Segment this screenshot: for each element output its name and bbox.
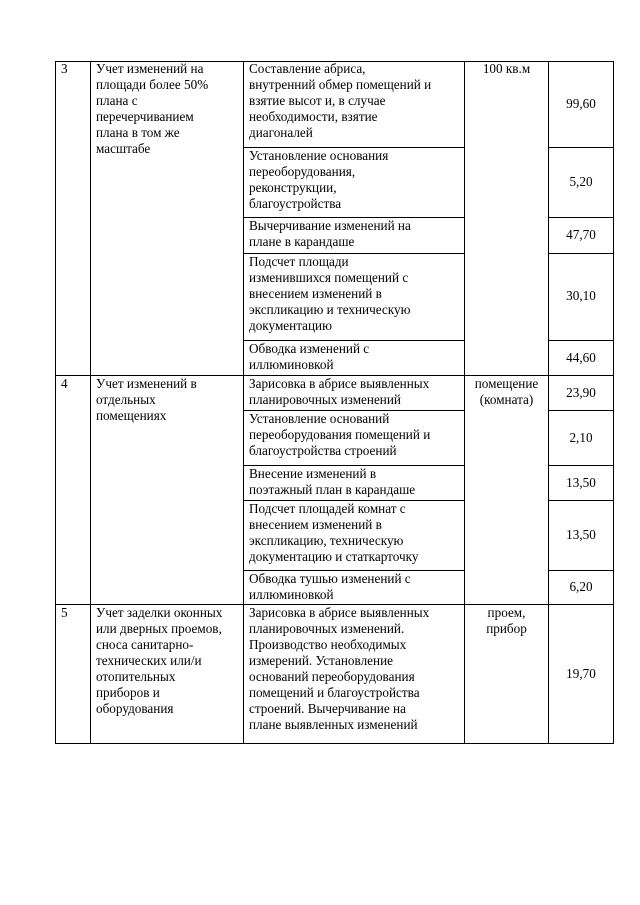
work-name — [96, 605, 222, 717]
work-name — [96, 376, 197, 424]
desc-line: благоустройства строений — [249, 443, 397, 458]
desc-line: переоборудования помещений и — [249, 427, 431, 442]
unit — [465, 605, 548, 637]
norm-value: 13,50 — [566, 527, 596, 542]
desc-line: помещений и благоустройства — [249, 685, 420, 700]
col-divider-name — [243, 61, 244, 744]
norm-value: 30,10 — [566, 288, 596, 303]
operation-desc — [249, 605, 429, 733]
operation-desc — [249, 218, 411, 250]
work-name-line: масштабе — [96, 141, 151, 156]
desc-line: иллюминовкой — [249, 357, 334, 372]
operation-desc — [249, 254, 410, 334]
work-name-line: Учет изменений в — [96, 376, 197, 391]
work-name-line: приборов и — [96, 685, 160, 700]
operation-desc — [249, 571, 411, 603]
desc-line: реконструкции, — [249, 180, 337, 195]
desc-line: строений. Вычерчивание на — [249, 701, 406, 716]
desc-line: экспликацию и техническую — [249, 302, 411, 317]
work-name-line: технических или/и — [96, 653, 202, 668]
work-name — [96, 61, 208, 157]
row-number: 4 — [61, 376, 68, 391]
work-name-line: Учет заделки оконных — [96, 605, 223, 620]
desc-line: диагоналей — [249, 125, 313, 140]
desc-line: внесением изменений в — [249, 517, 382, 532]
unit-line: помещение — [474, 376, 539, 391]
value-divider — [548, 410, 614, 411]
value-divider — [548, 570, 614, 571]
work-name-line: перечерчиванием — [96, 109, 194, 124]
unit-line: проем, — [487, 605, 526, 620]
operation-desc — [249, 501, 418, 565]
work-name-line: помещениях — [96, 408, 167, 423]
operation-desc — [249, 376, 429, 408]
desc-line: необходимости, взятие — [249, 109, 378, 124]
desc-line: документацию и статкарточку — [249, 549, 419, 564]
table-border-right — [613, 61, 614, 744]
norm-value: 23,90 — [566, 385, 596, 400]
table-border-left — [55, 61, 56, 744]
col-divider-unit — [548, 61, 549, 744]
work-name-line: плана в том же — [96, 125, 180, 140]
row-number: 5 — [61, 605, 68, 620]
desc-line: благоустройства — [249, 196, 342, 211]
operation-desc — [249, 411, 430, 459]
col-divider-number — [90, 61, 91, 744]
desc-line: Зарисовка в абрисе выявленных — [249, 605, 430, 620]
desc-line: поэтажный план в карандаше — [249, 482, 416, 497]
desc-line: планировочных изменений — [249, 392, 401, 407]
norm-value: 6,20 — [569, 579, 593, 594]
desc-line: Установление оснований — [249, 411, 390, 426]
work-name-line: или дверных проемов, — [96, 621, 222, 636]
norm-value: 19,70 — [566, 666, 596, 681]
row-number: 3 — [61, 61, 68, 76]
desc-line: Производство необходимых — [249, 637, 407, 652]
desc-line: переоборудования, — [249, 164, 356, 179]
unit — [465, 376, 548, 408]
desc-line: планировочных изменений. — [249, 621, 405, 636]
work-name-line: Учет изменений на — [96, 61, 204, 76]
value-divider — [548, 465, 614, 466]
work-name-line: площади более 50% — [96, 77, 209, 92]
table-border-bottom — [55, 743, 614, 744]
value-divider — [548, 253, 614, 254]
desc-line: плане выявленных изменений — [249, 717, 418, 732]
work-name-line: оборудования — [96, 701, 174, 716]
desc-line: документацию — [249, 318, 332, 333]
desc-line: Подсчет площади — [249, 254, 349, 269]
operation-desc — [249, 341, 369, 373]
value-divider — [548, 147, 614, 148]
norm-value: 99,60 — [566, 96, 596, 111]
norm-value: 44,60 — [566, 350, 596, 365]
norm-value: 13,50 — [566, 475, 596, 490]
value-divider — [548, 340, 614, 341]
desc-line: Подсчет площадей комнат с — [249, 501, 406, 516]
desc-line: Зарисовка в абрисе выявленных — [249, 376, 430, 391]
desc-line: Обводка тушью изменений с — [249, 571, 411, 586]
desc-line: оснований переоборудования — [249, 669, 415, 684]
desc-line: экспликацию, техническую — [249, 533, 404, 548]
unit-line: прибор — [486, 621, 527, 636]
desc-line: иллюминовкой — [249, 587, 334, 602]
unit-line: (комната) — [479, 392, 534, 407]
desc-line: плане в карандаше — [249, 234, 355, 249]
unit — [465, 61, 548, 77]
unit-line: 100 кв.м — [482, 61, 531, 76]
value-divider — [548, 217, 614, 218]
work-name-line: отопительных — [96, 669, 176, 684]
work-name-line: плана с — [96, 93, 138, 108]
desc-line: Вычерчивание изменений на — [249, 218, 411, 233]
desc-line: Обводка изменений с — [249, 341, 370, 356]
desc-line: взятие высот и, в случае — [249, 93, 386, 108]
work-name-line: отдельных — [96, 392, 156, 407]
operation-desc — [249, 61, 431, 141]
desc-line: изменившихся помещений с — [249, 270, 409, 285]
desc-line: Внесение изменений в — [249, 466, 377, 481]
desc-line: внесением изменений в — [249, 286, 382, 301]
desc-line: Установление основания — [249, 148, 389, 163]
desc-line: Составление абриса, — [249, 61, 366, 76]
norm-value: 2,10 — [569, 430, 593, 445]
norm-value: 5,20 — [569, 174, 593, 189]
value-divider — [548, 500, 614, 501]
desc-line: измерений. Установление — [249, 653, 393, 668]
norm-value: 47,70 — [566, 227, 596, 242]
desc-line: внутренний обмер помещений и — [249, 77, 432, 92]
work-name-line: сноса санитарно- — [96, 637, 194, 652]
operation-desc — [249, 466, 415, 498]
operation-desc — [249, 148, 388, 212]
